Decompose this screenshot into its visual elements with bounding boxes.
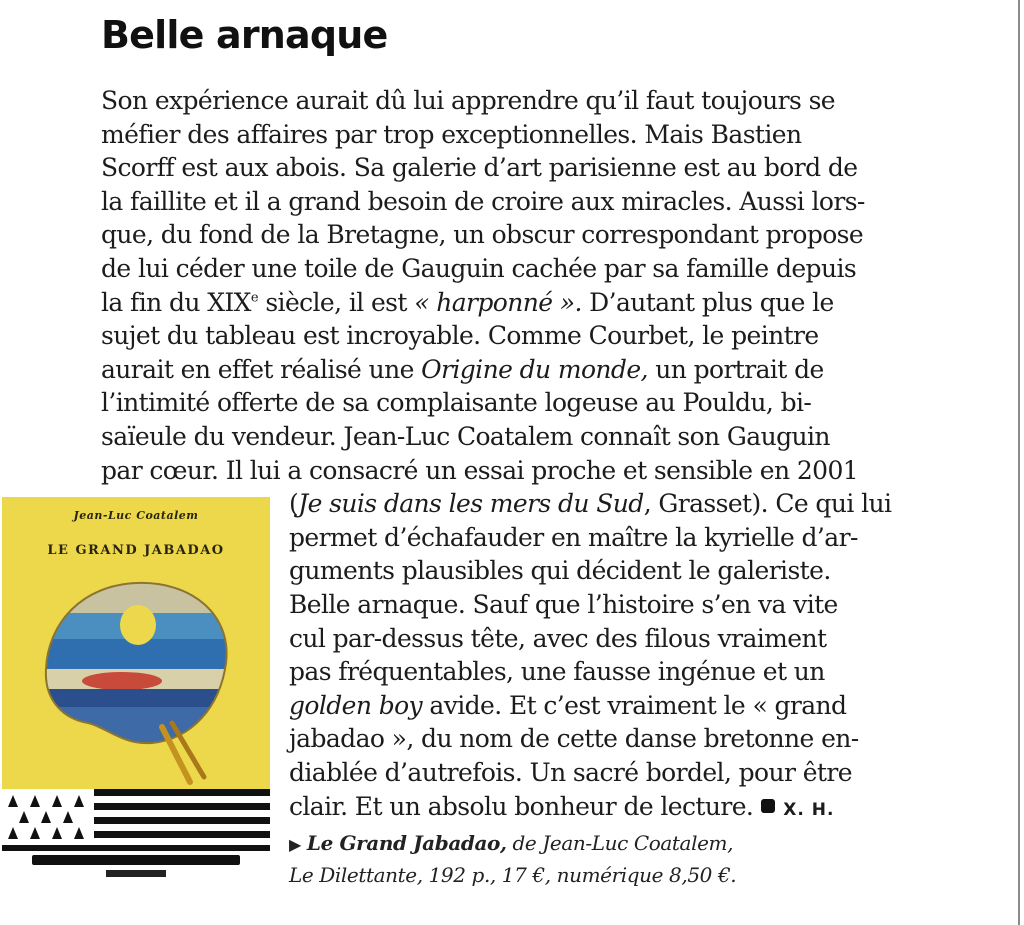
- italic-text: Origine du monde,: [421, 354, 648, 384]
- line-text: un portrait de: [647, 354, 824, 384]
- triangle-right-icon: ▶: [289, 835, 301, 854]
- body-line: [289, 656, 825, 688]
- body-line: [101, 387, 811, 419]
- body-line: [289, 488, 891, 520]
- body-line: [101, 287, 834, 319]
- body-line: [101, 354, 824, 386]
- line-text: méfier des affaires par trop exceptionnelles. Mais Bastien: [101, 119, 802, 149]
- body-line: [101, 320, 819, 352]
- line-text: la fin du XIX: [101, 287, 251, 317]
- body-line: [289, 555, 831, 587]
- book-title: Le Grand Jabadao,: [306, 831, 507, 855]
- body-line: [101, 119, 801, 151]
- line-text: de lui céder une toile de Gauguin cachée par sa famille depuis: [101, 254, 857, 283]
- ermine-canton: [2, 789, 94, 843]
- italic-text: golden boy: [289, 690, 423, 720]
- body-line: [101, 152, 857, 184]
- square-bullet-icon: [761, 799, 775, 813]
- body-line: [101, 186, 865, 218]
- line-text: Scorff est aux abois. Sa galerie d’art parisienne est au bord de: [101, 153, 858, 183]
- body-line: [289, 791, 834, 826]
- superscript: e: [250, 290, 258, 306]
- body-line: [101, 421, 830, 453]
- line-text: cul par-dessus tête, avec des filous vraiment: [289, 623, 827, 653]
- line-text: siècle, il est: [257, 287, 415, 317]
- line-text: D’autant plus que le: [581, 287, 834, 317]
- line-text: aurait en effet réalisé une: [101, 354, 422, 384]
- book-byline: de Jean-Luc Coatalem,: [512, 831, 734, 855]
- column-rule: [1018, 0, 1020, 925]
- line-text: pas fréquentables, une fausse ingénue et un: [289, 657, 825, 687]
- line-text: guments plausibles qui décident le galeriste.: [289, 556, 831, 586]
- line-text: la faillite et il a grand besoin de croire aux miracles. Aussi lors-: [101, 186, 865, 216]
- body-line: [289, 589, 838, 621]
- line-text: sujet du tableau est incroyable. Comme Courbet, le peintre: [101, 321, 819, 351]
- line-text: , Grasset). Ce qui lui: [643, 489, 892, 519]
- line-text: Belle arnaque. Sauf que l’histoire s’en va vite: [289, 590, 838, 619]
- italic-text: Je suis dans les mers du Sud: [298, 489, 644, 519]
- line-text: clair. Et un absolu bonheur de lecture.: [289, 791, 754, 821]
- cover-publisher-band: [2, 851, 270, 880]
- line-text: saïeule du vendeur. Jean-Luc Coatalem connaît son Gauguin: [101, 422, 830, 451]
- body-line: [289, 690, 846, 722]
- cover-author: Jean-Luc Coatalem: [73, 509, 199, 522]
- body-line: [289, 757, 852, 789]
- line-text: par cœur. Il lui a consacré un essai proche et sensible en 2001: [101, 455, 859, 485]
- body-line: [101, 253, 856, 285]
- body-line: [101, 219, 863, 251]
- cover-title: LE GRAND JABADAO: [47, 543, 225, 558]
- body-line: [289, 623, 826, 655]
- line-text: Son expérience aurait dû lui apprendre qu’il faut toujours se: [101, 86, 835, 115]
- body-line: [101, 85, 835, 117]
- book-cover: [2, 497, 270, 880]
- line-text: permet d’échafauder en maître la kyrielle d’ar-: [289, 522, 858, 552]
- line-text: l’intimité offerte de sa complaisante logeuse au Pouldu, bi-: [101, 388, 812, 418]
- palette-illustration: [42, 577, 232, 787]
- body-line: [101, 455, 858, 487]
- body-line: [289, 522, 858, 554]
- line-text: jabadao », du nom de cette danse bretonne en-: [289, 724, 859, 754]
- body-line: [289, 723, 859, 755]
- book-reference: [289, 830, 733, 858]
- review-signature: X. H.: [783, 799, 835, 820]
- headline: Belle arnaque: [101, 13, 388, 57]
- italic-text: « harponné ».: [414, 287, 582, 317]
- line-text: (: [289, 489, 299, 519]
- line-text: diablée d’autrefois. Un sacré bordel, pour être: [289, 758, 852, 787]
- line-text: avide. Et c’est vraiment le « grand: [422, 690, 847, 720]
- line-text: que, du fond de la Bretagne, un obscur correspondant propose: [101, 220, 864, 250]
- book-details: Le Dilettante, 192 p., 17 €, numérique 8,50 €.: [289, 863, 737, 887]
